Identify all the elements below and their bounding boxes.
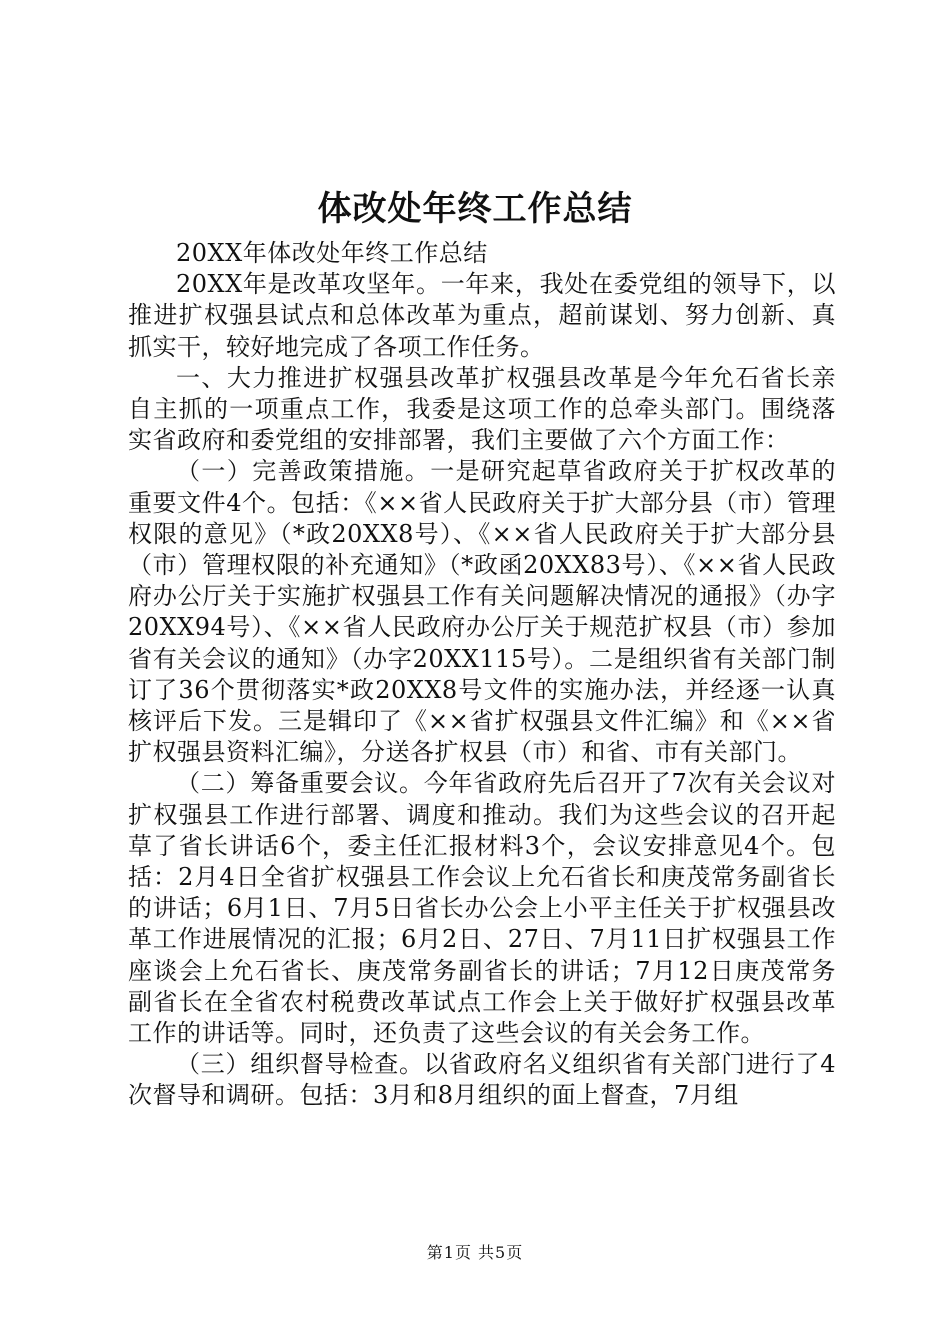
paragraph-section-one: 一、大力推进扩权强县改革扩权强县改革是今年允石省长亲自主抓的一项重点工作，我委是这项工作的总牵头部门。围绕落实省政府和委党组的安排部署，我们主要做了六个方面工作： (128, 363, 836, 455)
paragraph-inspection: （三）组织督导检查。以省政府名义组织省有关部门进行了4次督导和调研。包括：3月和8月组织的面上督查，7月组 (128, 1050, 836, 1110)
paragraph-meetings: （二）筹备重要会议。今年省政府先后召开了7次有关会议对扩权强县工作进行部署、调度和推动。我们为这些会议的召开起草了省长讲话6个，委主任汇报材料3个，会议安排意见4个。包括：2月4日全省扩权强县工作会议上允石省长和庚茂常务副省长的讲话；6月1日、7月5日省长办公会上小平主任关于扩权强县改革工作进展情况的汇报；6月2日、27日、7月11日扩权强县工作座谈会上允石省长、庚茂常务副省长的讲话；7月12日庚茂常务副省长在全省农村税费改革试点工作会上关于做好扩权强县改革工作的讲话等。同时，还负责了这些会议的有关会务工作。 (128, 769, 836, 1048)
document-title: 体改处年终工作总结 (317, 189, 633, 229)
document-body (128, 238, 836, 1112)
paragraph-intro: 20XX年是改革攻坚年。一年来，我处在委党组的领导下，以推进扩权强县试点和总体改革为重点，超前谋划、努力创新、真抓实干，较好地完成了各项工作任务。 (128, 270, 836, 361)
page-footer: 第1页 共5页 (426, 1243, 524, 1262)
paragraph-subtitle: 20XX年体改处年终工作总结 (176, 239, 488, 267)
paragraph-policy-measures: （一）完善政策措施。一是研究起草省政府关于扩权改革的重要文件4个。包括：《××省人民政府关于扩大部分县（市）管理权限的意见》（*政20XX8号）、《××省人民政府关于扩大部分县（市）管理权限的补充通知》（*政函20XX83号）、《××省人民政府办公厅关于实施扩权强县工作有关问题解决情况的通报》（办字20XX94号）、《××省人民政府办公厅关于规范扩权县（市）参加省有关会议的通知》（办字20XX115号）。二是组织省有关部门制订了36个贯彻落实*政20XX8号文件的实施办法，并经逐一认真核评后下发。三是辑印了《××省扩权强县文件汇编》和《××省扩权强县资料汇编》，分送各扩权县（市）和省、市有关部门。 (128, 457, 836, 767)
